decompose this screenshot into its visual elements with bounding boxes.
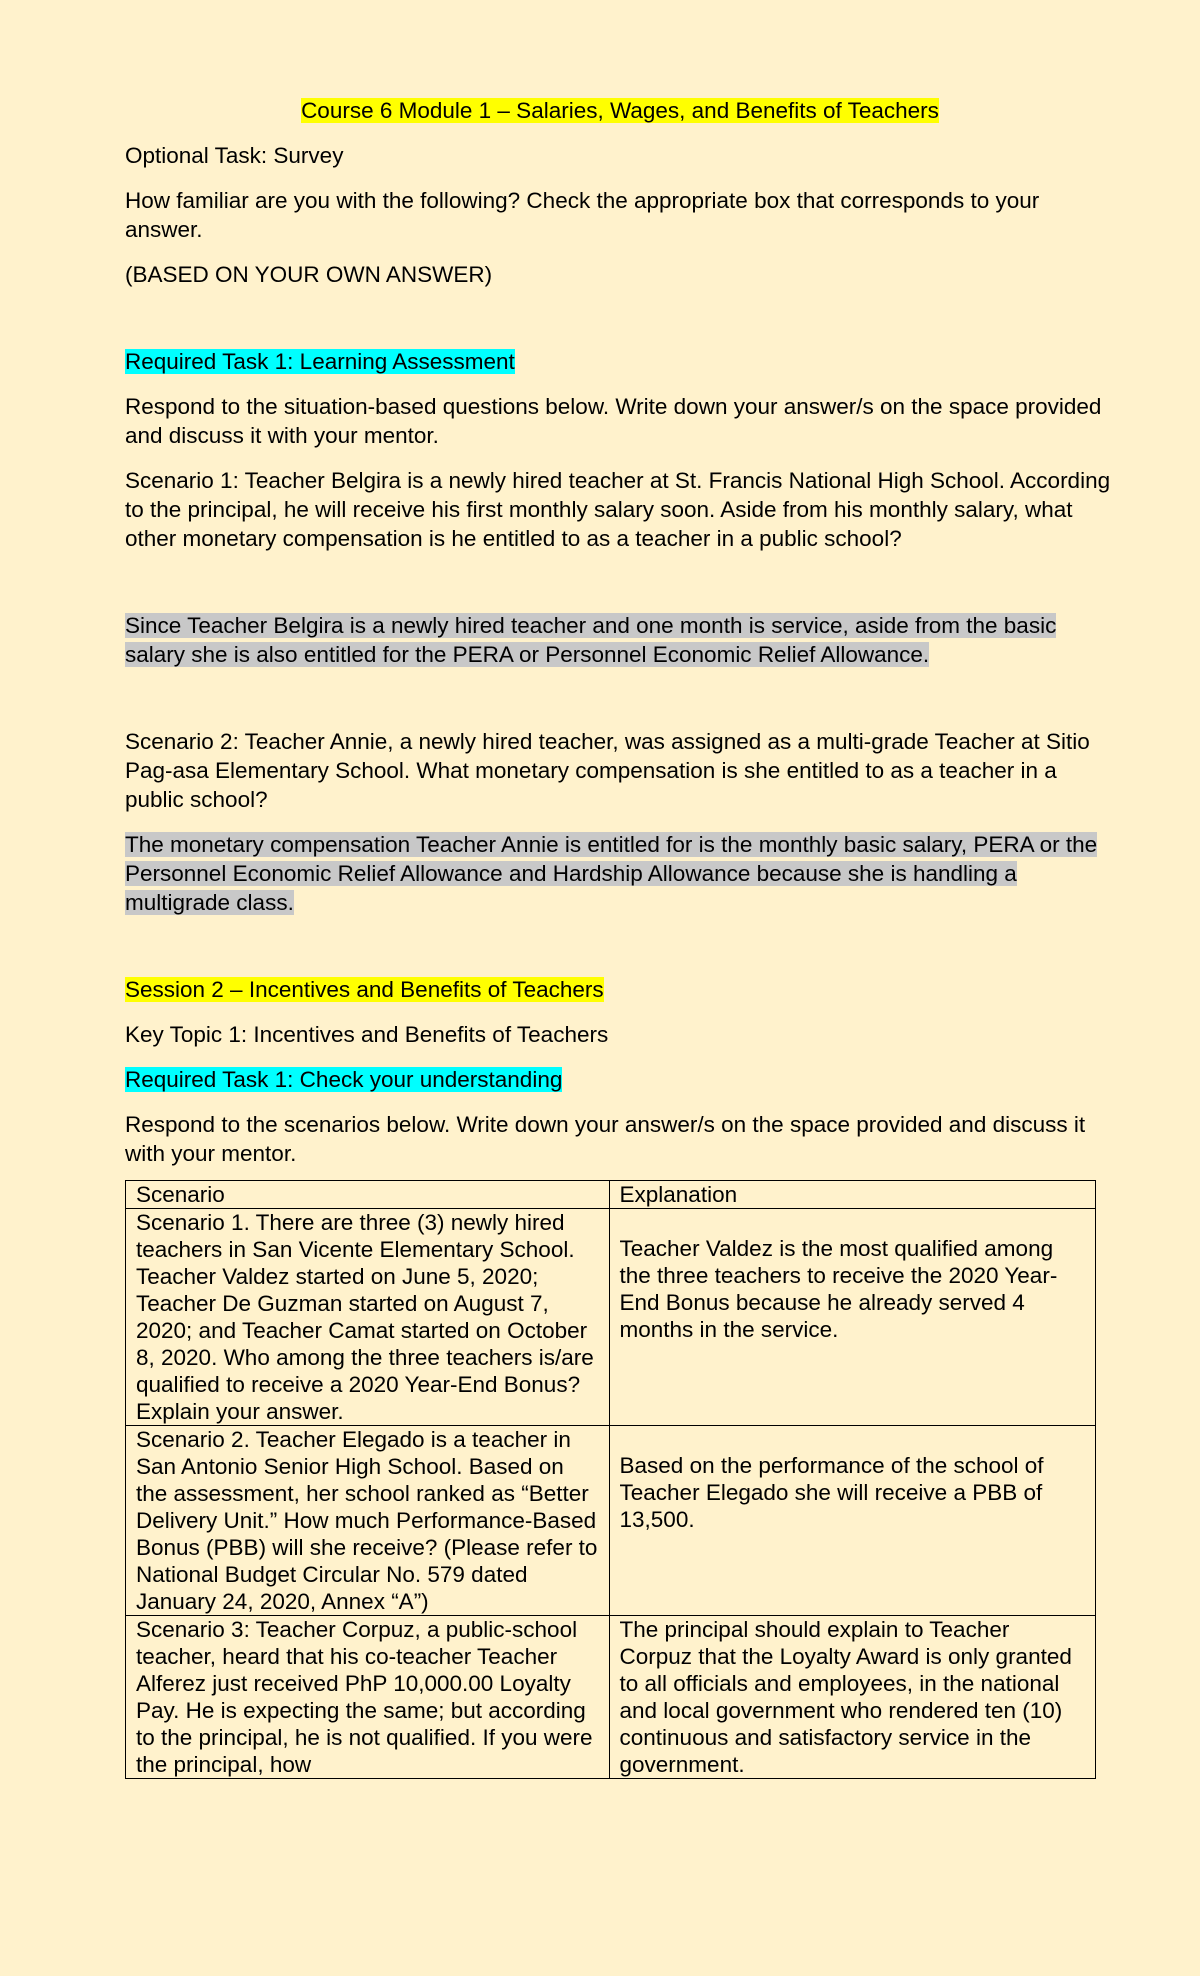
survey-note: (BASED ON YOUR OWN ANSWER) [125, 262, 493, 287]
table-header-explanation: Explanation [609, 1181, 1095, 1209]
table-row [126, 1616, 1096, 1779]
table-row [126, 1209, 1096, 1426]
task1-heading: Required Task 1: Learning Assessment [125, 349, 515, 374]
session2-heading: Session 2 – Incentives and Benefits of Teachers [125, 977, 604, 1002]
task-check-instructions: Respond to the scenarios below. Write down your answer/s on the space provided and discuss it with your mentor. [125, 1112, 1086, 1166]
scenario1-answer: Since Teacher Belgira is a newly hired teacher and one month is service, aside from the basic salary she is also entitled for the PERA or Personnel Economic Relief Allowance. [125, 613, 1057, 667]
task-check-heading: Required Task 1: Check your understanding [125, 1067, 563, 1092]
session2-heading-line [125, 975, 1115, 1004]
course-title-line [125, 96, 1115, 125]
scenario2-answer-line [125, 830, 1115, 917]
table-cell-explanation: The principal should explain to Teacher Corpuz that the Loyalty Award is only granted to all officials and employees, in the national and local government who rendered ten (10) continuous and satisfactory service in the government. [609, 1616, 1095, 1779]
table-header-scenario: Scenario [126, 1181, 610, 1209]
task-check-heading-line [125, 1065, 1115, 1094]
scenario1-question: Scenario 1: Teacher Belgira is a newly hired teacher at St. Francis National High School. According to the principal, he will receive his first monthly salary soon. Aside from his monthly salary, what other monetary compensation is he entitled to as a teacher in a public school? [125, 468, 1111, 551]
table-cell-scenario: Scenario 3: Teacher Corpuz, a public-school teacher, heard that his co-teacher Teacher Alferez just received PhP 10,000.00 Loyalty Pay. He is expecting the same; but according to the principal, he is not qualified. If you were the principal, how [126, 1616, 610, 1779]
survey-prompt: How familiar are you with the following? Check the appropriate box that corresponds to your answer. [125, 188, 1040, 242]
table-cell-scenario: Scenario 1. There are three (3) newly hired teachers in San Vicente Elementary School. Teacher Valdez started on June 5, 2020; Teacher De Guzman started on August 7, 2020; and Teacher Camat started on October 8, 2020. Who among the three teachers is/are qualified to receive a 2020 Year-End Bonus? Explain your answer. [126, 1209, 610, 1426]
document-page [125, 96, 1115, 1779]
task1-heading-line [125, 347, 1115, 376]
course-title: Course 6 Module 1 – Salaries, Wages, and Benefits of Teachers [301, 98, 939, 123]
table-header-row [126, 1181, 1096, 1209]
scenario2-question: Scenario 2: Teacher Annie, a newly hired teacher, was assigned as a multi-grade Teacher at Sitio Pag-asa Elementary School. What monetary compensation is she entitled to as a teacher in a public school? [125, 729, 1090, 812]
table-cell-explanation: Teacher Valdez is the most qualified among the three teachers to receive the 2020 Year-End Bonus because he already served 4 months in the service. [609, 1209, 1095, 1426]
task1-instructions: Respond to the situation-based questions below. Write down your answer/s on the space provided and discuss it with your mentor. [125, 394, 1102, 448]
table-cell-explanation: Based on the performance of the school of Teacher Elegado she will receive a PBB of 13,500. [609, 1426, 1095, 1616]
key-topic: Key Topic 1: Incentives and Benefits of Teachers [125, 1022, 609, 1047]
optional-task-label: Optional Task: Survey [125, 143, 344, 168]
scenario2-answer: The monetary compensation Teacher Annie is entitled for is the monthly basic salary, PERA or the Personnel Economic Relief Allowance and Hardship Allowance because she is handling a multigrade class. [125, 832, 1098, 915]
scenario1-answer-line [125, 611, 1115, 669]
scenario-table [125, 1180, 1096, 1779]
table-cell-scenario: Scenario 2. Teacher Elegado is a teacher in San Antonio Senior High School. Based on the assessment, her school ranked as “Better Delivery Unit.” How much Performance-Based Bonus (PBB) will she receive? (Please refer to National Budget Circular No. 579 dated January 24, 2020, Annex “A”) [126, 1426, 610, 1616]
table-row [126, 1426, 1096, 1616]
